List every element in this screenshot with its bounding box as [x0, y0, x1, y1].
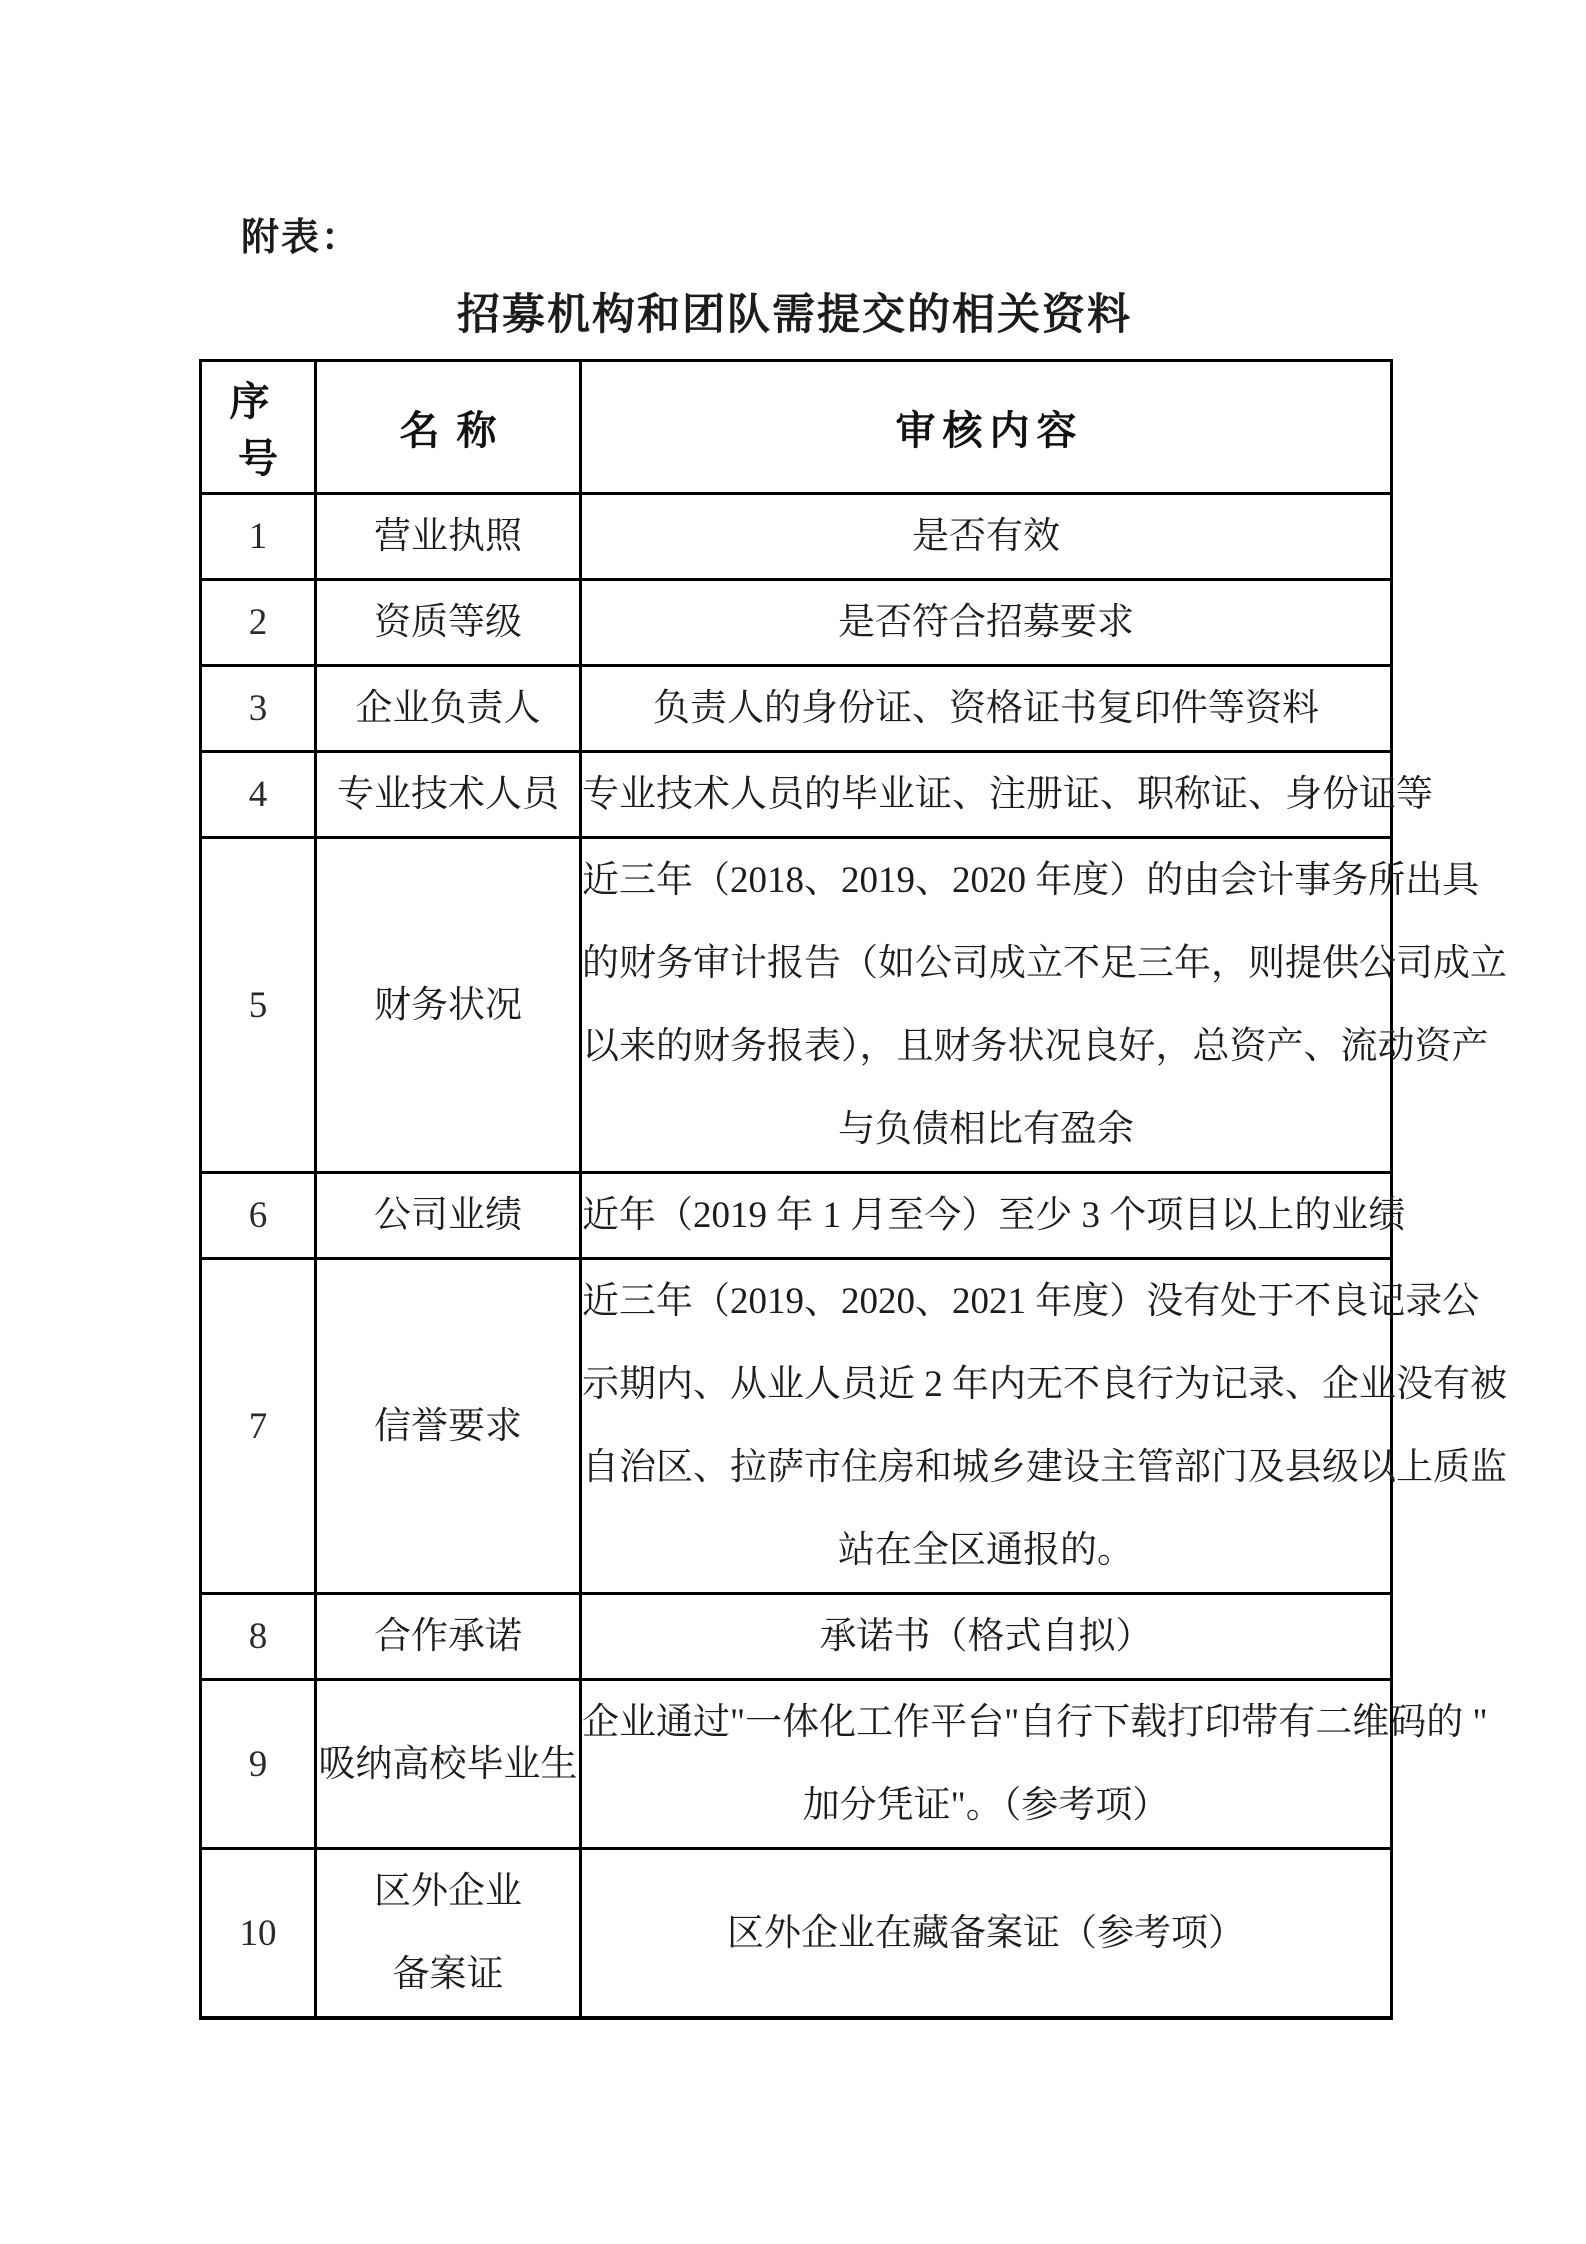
cell-line: 的财务审计报告（如公司成立不足三年，则提供公司成立 [582, 943, 1507, 984]
table-row [201, 1594, 1392, 1680]
row-name [316, 1594, 581, 1680]
row-number: 10 [201, 1849, 316, 2019]
table-header-row [201, 361, 1392, 494]
cell-line: 是否符合招募要求 [838, 602, 1134, 643]
row-name [316, 1259, 581, 1594]
row-name [316, 838, 581, 1173]
cell-line: 以来的财务报表），且财务状况良好，总资产、流动资产 [582, 1026, 1489, 1067]
cell-line: 承诺书（格式自拟） [819, 1616, 1153, 1657]
cell-line: 区外企业 [374, 1871, 522, 1912]
cell-line: 加分凭证"。（参考项） [802, 1785, 1170, 1826]
cell-line: 站在全区通报的。 [838, 1530, 1134, 1571]
row-name [316, 1173, 581, 1259]
cell-line: 负责人的身份证、资格证书复印件等资料 [653, 688, 1319, 729]
row-name [316, 580, 581, 666]
cell-line: 备案证 [392, 1954, 504, 1995]
cell-line: 近三年（2019、2020、2021 年度）没有处于不良记录公 [582, 1281, 1480, 1322]
row-content [581, 494, 1392, 580]
row-content [581, 1680, 1488, 1849]
col-header-no [201, 361, 316, 494]
row-number: 6 [201, 1173, 316, 1259]
cell-line: 吸纳高校毕业生 [318, 1743, 578, 1785]
table-row [201, 752, 1392, 838]
cell-line: 区外企业在藏备案证（参考项） [727, 1912, 1245, 1954]
table-row [201, 1849, 1392, 2019]
row-content [581, 1594, 1392, 1680]
cell-line: 合作承诺 [374, 1616, 522, 1657]
cell-line: 近三年（2018、2019、2020 年度）的由会计事务所出具 [582, 860, 1480, 901]
row-content [581, 752, 1433, 838]
col-header-name [316, 361, 581, 494]
col-header-content [581, 361, 1392, 494]
cell-line: 自治区、拉萨市住房和城乡建设主管部门及县级以上质监 [582, 1447, 1507, 1488]
cell-line: 是否有效 [912, 516, 1060, 557]
row-number: 7 [201, 1259, 316, 1594]
table-row [201, 1259, 1392, 1594]
row-name [316, 494, 581, 580]
cell-line: 专业技术人员 [337, 774, 559, 815]
col-header-content-label: 审核内容 [895, 407, 1084, 453]
row-name [316, 666, 581, 752]
page-title: 招募机构和团队需提交的相关资料 [457, 292, 1132, 339]
table-row [201, 1680, 1392, 1849]
row-number: 4 [201, 752, 316, 838]
table-row [201, 580, 1392, 666]
cell-line: 资质等级 [374, 602, 522, 643]
row-content [581, 1259, 1507, 1594]
row-name [316, 1680, 581, 1849]
cell-line: 企业负责人 [355, 688, 541, 729]
cell-line: 信誉要求 [374, 1405, 522, 1447]
cell-line: 公司业绩 [374, 1195, 522, 1236]
cell-line: 与负债相比有盈余 [838, 1109, 1134, 1150]
table-row [201, 838, 1392, 1173]
row-number: 5 [201, 838, 316, 1173]
materials-table [199, 359, 1507, 2020]
row-content [581, 1173, 1406, 1259]
row-number: 9 [201, 1680, 316, 1849]
row-number: 3 [201, 666, 316, 752]
cell-line: 专业技术人员的毕业证、注册证、职称证、身份证等 [582, 774, 1433, 815]
col-header-no-label: 序号 [229, 379, 295, 481]
table-row [201, 666, 1392, 752]
row-number: 1 [201, 494, 316, 580]
cell-line: 示期内、从业人员近 2 年内无不良行为记录、企业没有被 [582, 1364, 1507, 1405]
row-content [581, 838, 1507, 1173]
cell-line: 财务状况 [374, 984, 522, 1026]
col-header-name-label: 名称 [399, 407, 514, 453]
row-number: 8 [201, 1594, 316, 1680]
cell-line: 营业执照 [374, 516, 522, 557]
row-name [316, 1849, 581, 2019]
table-row [201, 1173, 1392, 1259]
row-content [581, 580, 1392, 666]
row-content [581, 666, 1392, 752]
row-number: 2 [201, 580, 316, 666]
row-name [316, 752, 581, 838]
cell-line: 近年（2019 年 1 月至今）至少 3 个项目以上的业绩 [582, 1195, 1406, 1236]
table-row [201, 494, 1392, 580]
cell-line: 企业通过"一体化工作平台"自行下载打印带有二维码的 " [582, 1702, 1488, 1743]
row-content [581, 1849, 1392, 2019]
appendix-label: 附表： [241, 217, 362, 259]
